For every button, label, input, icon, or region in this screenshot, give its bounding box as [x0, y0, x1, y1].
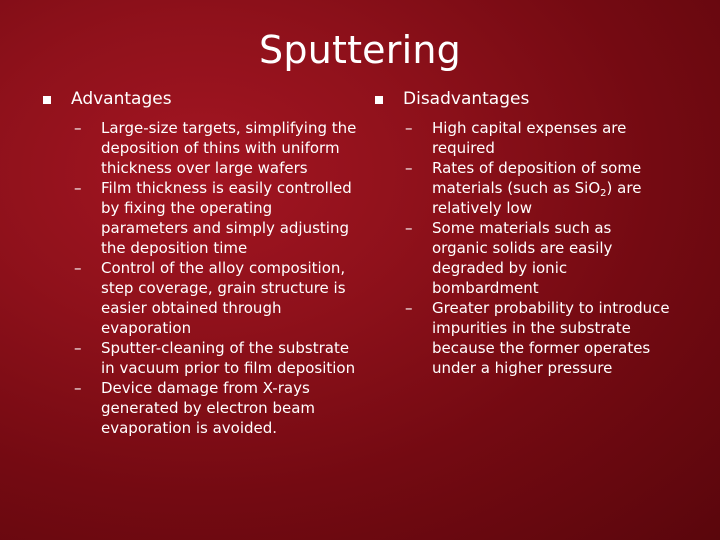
slide-title: Sputtering [259, 28, 461, 72]
list-item [370, 218, 670, 298]
advantage-text: Large-size targets, simplifying the deposition of thins with uniform thickness over large wafers [101, 119, 357, 177]
advantage-text: Sputter-cleaning of the substrate in vacuum prior to film deposition [101, 339, 356, 377]
dash-bullet-icon: – [74, 259, 82, 277]
dash-bullet-icon: – [405, 119, 413, 137]
list-item [38, 378, 360, 438]
list-item [38, 178, 360, 258]
list-item [38, 118, 360, 178]
square-bullet-icon [43, 96, 51, 104]
disadvantage-text: Some materials such as organic solids are easily degraded by ionic bombardment [432, 219, 613, 297]
disadvantages-heading: Disadvantages [403, 89, 530, 109]
disadvantage-text: Greater probability to introduce impurities in the substrate because the former operates under a higher pressure [432, 299, 670, 377]
disadvantage-text [432, 159, 641, 217]
dash-bullet-icon: – [405, 219, 413, 237]
dash-bullet-icon: – [74, 179, 82, 197]
list-item [370, 118, 670, 158]
list-item [38, 338, 360, 378]
list-item [370, 298, 670, 378]
advantage-text: Control of the alloy composition, step coverage, grain structure is easier obtained through evaporation [101, 259, 346, 337]
advantages-list [38, 118, 360, 438]
advantages-column [38, 86, 360, 438]
disadvantages-column [370, 86, 670, 378]
disadvantage-text-after: ) are relatively low [432, 179, 642, 217]
advantage-text: Film thickness is easily controlled by fixing the operating parameters and simply adjusting the deposition time [101, 179, 352, 257]
dash-bullet-icon: – [74, 379, 82, 397]
disadvantages-list [370, 118, 670, 378]
advantage-text: Device damage from X-rays generated by electron beam evaporation is avoided. [101, 379, 316, 437]
disadvantages-heading-row [370, 86, 670, 112]
disadvantage-text: High capital expenses are required [432, 119, 627, 157]
dash-bullet-icon: – [405, 159, 413, 177]
advantages-heading: Advantages [71, 89, 172, 109]
dash-bullet-icon: – [74, 119, 82, 137]
dash-bullet-icon: – [74, 339, 82, 357]
subscript-two: 2 [600, 188, 607, 199]
list-item [38, 258, 360, 338]
square-bullet-icon [375, 96, 383, 104]
dash-bullet-icon: – [405, 299, 413, 317]
disadvantage-text-before: Rates of deposition of some materials (such as SiO [432, 159, 642, 197]
list-item [370, 158, 670, 218]
advantages-heading-row [38, 86, 360, 112]
